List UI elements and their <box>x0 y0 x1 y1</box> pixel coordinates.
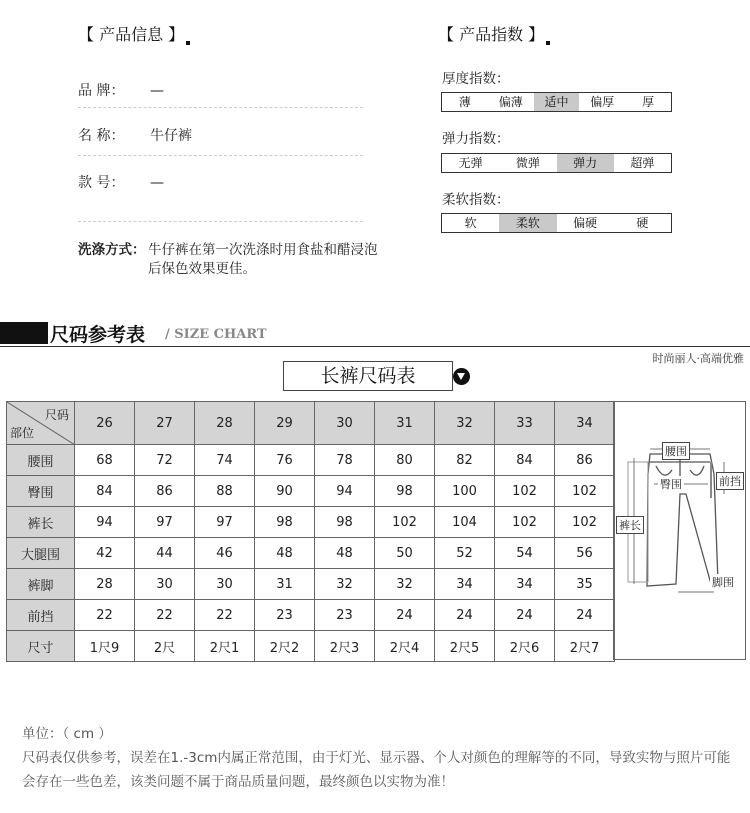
row-header: 臀围 <box>7 476 75 507</box>
brand-value: — <box>150 83 164 99</box>
softness-index-bar <box>441 213 672 233</box>
divider <box>78 155 363 156</box>
table-cell: 2尺 <box>135 631 195 662</box>
table-cell: 2尺5 <box>435 631 495 662</box>
product-info-title: 【 产品信息 】 <box>78 22 190 45</box>
table-cell: 2尺2 <box>255 631 315 662</box>
table-cell: 102 <box>375 507 435 538</box>
table-cell: 42 <box>75 538 135 569</box>
table-cell: 30 <box>195 569 255 600</box>
size-header-cell: 26 <box>75 402 135 445</box>
table-cell: 2尺4 <box>375 631 435 662</box>
table-cell: 102 <box>555 476 615 507</box>
size-chart-title: 尺码参考表 <box>50 324 146 346</box>
size-header-cell: 34 <box>555 402 615 445</box>
table-cell: 80 <box>375 445 435 476</box>
front-rise-label: 前挡 <box>716 472 744 490</box>
table-row <box>7 600 615 631</box>
thickness-index-bar <box>441 92 672 112</box>
size-header-cell: 30 <box>315 402 375 445</box>
table-cell: 84 <box>75 476 135 507</box>
table-cell: 56 <box>555 538 615 569</box>
index-option: 微弹 <box>515 156 540 170</box>
name-value: 牛仔裤 <box>150 128 192 144</box>
table-row <box>7 538 615 569</box>
table-cell: 100 <box>435 476 495 507</box>
row-header: 腰围 <box>7 445 75 476</box>
table-cell: 102 <box>555 507 615 538</box>
model-row <box>78 172 164 192</box>
table-cell: 50 <box>375 538 435 569</box>
row-header: 大腿围 <box>7 538 75 569</box>
index-option: 硬 <box>636 216 649 230</box>
thickness-label: 厚度指数： <box>442 71 510 87</box>
arrow-down-icon <box>453 368 470 385</box>
softness-label: 柔软指数： <box>442 192 510 208</box>
size-table <box>6 401 615 662</box>
index-option: 偏硬 <box>573 216 598 230</box>
table-cell: 98 <box>375 476 435 507</box>
index-option: 超弹 <box>630 156 655 170</box>
size-header-cell: 31 <box>375 402 435 445</box>
index-option: 柔软 <box>499 214 556 232</box>
table-cell: 2尺6 <box>495 631 555 662</box>
table-cell: 94 <box>75 507 135 538</box>
size-header-cell: 33 <box>495 402 555 445</box>
index-option: 弹力 <box>557 154 614 172</box>
table-cell: 23 <box>315 600 375 631</box>
table-corner <box>7 402 75 445</box>
table-cell: 48 <box>315 538 375 569</box>
size-chart-subtitle: / SIZE CHART <box>165 327 267 342</box>
waist-label: 腰围 <box>662 442 690 460</box>
table-cell: 22 <box>195 600 255 631</box>
table-cell: 102 <box>495 507 555 538</box>
table-cell: 68 <box>75 445 135 476</box>
table-cell: 82 <box>435 445 495 476</box>
row-header: 裤脚 <box>7 569 75 600</box>
table-cell: 102 <box>495 476 555 507</box>
row-header: 尺寸 <box>7 631 75 662</box>
table-cell: 97 <box>195 507 255 538</box>
table-cell: 54 <box>495 538 555 569</box>
index-option: 厚 <box>642 95 655 109</box>
corner-size-label: 尺码 <box>44 408 69 422</box>
table-cell: 94 <box>315 476 375 507</box>
table-row <box>7 476 615 507</box>
name-label: 名 称： <box>78 128 125 144</box>
table-cell: 46 <box>195 538 255 569</box>
table-cell: 76 <box>255 445 315 476</box>
table-cell: 24 <box>495 600 555 631</box>
table-cell: 28 <box>75 569 135 600</box>
table-cell: 44 <box>135 538 195 569</box>
row-header: 前挡 <box>7 600 75 631</box>
size-header-cell: 28 <box>195 402 255 445</box>
pants-diagram <box>613 401 746 660</box>
elasticity-label: 弹力指数： <box>442 131 510 147</box>
table-cell: 48 <box>255 538 315 569</box>
brand-row <box>78 80 164 100</box>
pants-size-table-title: 长裤尺码表 <box>283 361 453 391</box>
product-index-title: 【 产品指数 】 <box>438 22 550 45</box>
table-cell: 98 <box>315 507 375 538</box>
table-cell: 78 <box>315 445 375 476</box>
table-cell: 30 <box>135 569 195 600</box>
table-cell: 52 <box>435 538 495 569</box>
header-block <box>0 322 48 344</box>
header-rule <box>0 346 750 347</box>
table-cell: 2尺1 <box>195 631 255 662</box>
unit-note: 单位：（ cm ） <box>22 726 112 742</box>
table-cell: 97 <box>135 507 195 538</box>
table-cell: 35 <box>555 569 615 600</box>
table-cell: 22 <box>135 600 195 631</box>
table-cell: 98 <box>255 507 315 538</box>
elasticity-index-bar <box>441 153 672 173</box>
table-cell: 2尺3 <box>315 631 375 662</box>
table-cell: 32 <box>375 569 435 600</box>
index-option: 软 <box>464 216 477 230</box>
table-cell: 86 <box>555 445 615 476</box>
index-option: 无弹 <box>458 156 483 170</box>
slogan: 时尚丽人·高端优雅 <box>652 352 744 365</box>
size-header-cell: 29 <box>255 402 315 445</box>
model-label: 款 号： <box>78 175 125 191</box>
size-header-cell: 32 <box>435 402 495 445</box>
index-option: 偏厚 <box>590 95 615 109</box>
index-option: 偏薄 <box>498 95 523 109</box>
table-row <box>7 507 615 538</box>
wash-instructions <box>78 241 378 279</box>
wash-label: 洗涤方式： <box>78 242 146 258</box>
table-cell: 23 <box>255 600 315 631</box>
table-cell: 22 <box>75 600 135 631</box>
table-cell: 86 <box>135 476 195 507</box>
brand-label: 品 牌： <box>78 83 125 99</box>
table-cell: 34 <box>495 569 555 600</box>
corner-part-label: 部位 <box>10 426 35 440</box>
table-cell: 24 <box>375 600 435 631</box>
divider <box>78 107 363 108</box>
table-row <box>7 569 615 600</box>
table-cell: 84 <box>495 445 555 476</box>
table-cell: 88 <box>195 476 255 507</box>
table-cell: 34 <box>435 569 495 600</box>
disclaimer-note: 尺码表仅供参考，误差在1.-3cm内属正常范围，由于灯光、显示器、个人对颜色的理解等的不同，导致实物与照片可能会存在一些色差，该类问题不属于商品质量问题，最终颜色以实物为准！ <box>22 750 731 790</box>
table-row <box>7 445 615 476</box>
table-row <box>7 631 615 662</box>
table-cell: 90 <box>255 476 315 507</box>
size-header-cell: 27 <box>135 402 195 445</box>
table-cell: 32 <box>315 569 375 600</box>
table-cell: 31 <box>255 569 315 600</box>
hip-label: 臀围 <box>660 478 682 491</box>
table-cell: 1尺9 <box>75 631 135 662</box>
size-chart-header <box>0 318 750 348</box>
table-cell: 104 <box>435 507 495 538</box>
table-cell: 72 <box>135 445 195 476</box>
index-option: 薄 <box>458 95 471 109</box>
wash-text: 牛仔裤在第一次洗涤时用食盐和醋浸泡后保色效果更佳。 <box>148 242 378 277</box>
model-value: — <box>150 175 164 191</box>
table-cell: 24 <box>555 600 615 631</box>
table-cell: 74 <box>195 445 255 476</box>
index-option: 适中 <box>534 93 580 111</box>
length-label: 裤长 <box>616 516 644 534</box>
hem-label: 脚围 <box>712 576 734 589</box>
row-header: 裤长 <box>7 507 75 538</box>
size-header-row <box>7 402 615 445</box>
name-row <box>78 125 192 145</box>
divider <box>78 221 363 222</box>
notes <box>22 722 742 794</box>
table-cell: 2尺7 <box>555 631 615 662</box>
table-cell: 24 <box>435 600 495 631</box>
